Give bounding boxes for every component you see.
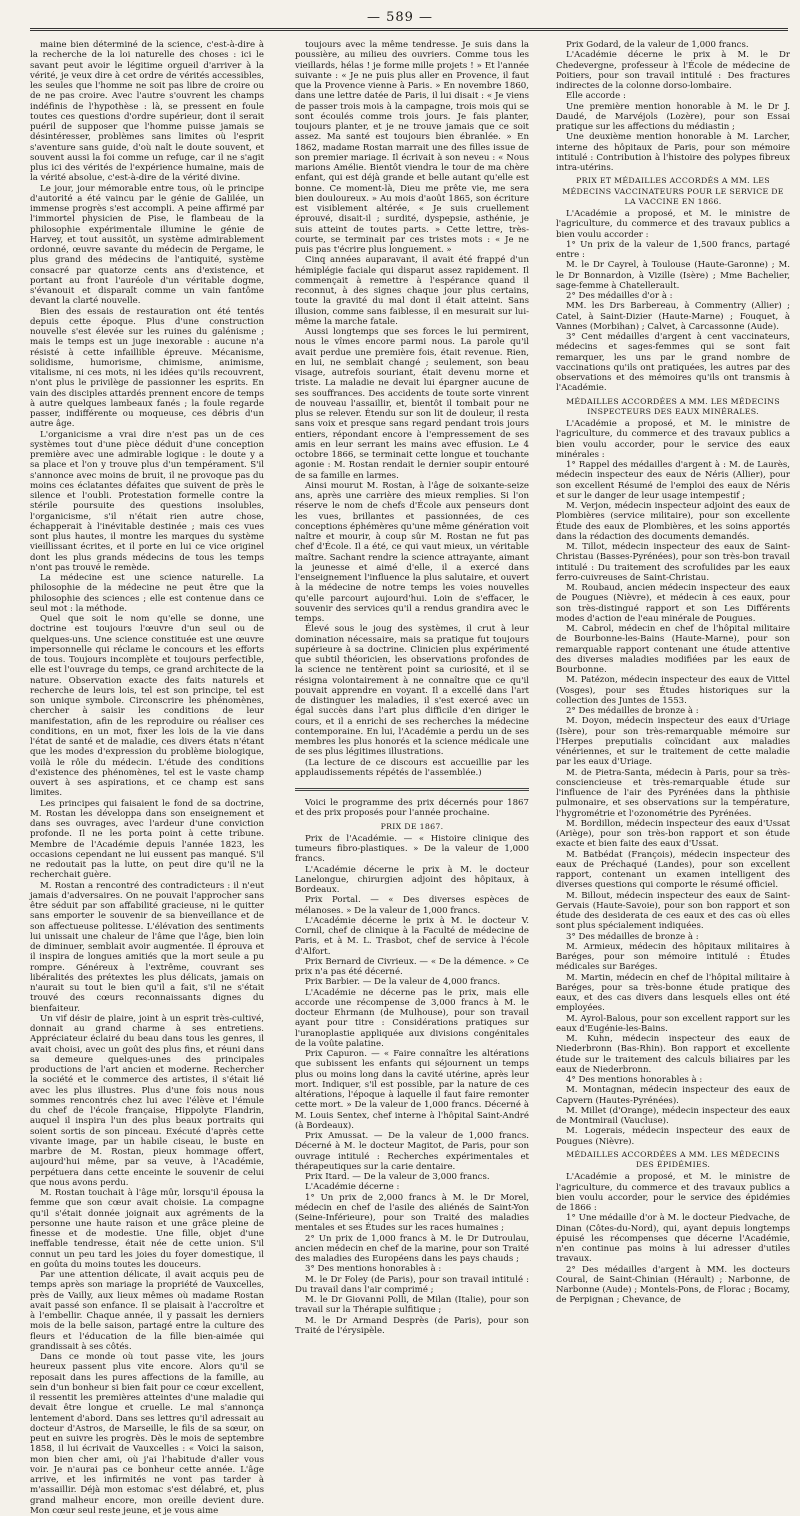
paragraph: M. Bordillon, médecin inspecteur des eaux d'Ussat (Ariège), pour son très-bon rapport et son étude exacte et bien faite des eaux d'Ussat. (556, 818, 790, 850)
paragraph: M. Martin, médecin en chef de l'hôpital militaire à Baréges, pour sa très-bonne étude pratique des eaux, et des cas divers dans lesquels elles ont été employées. (556, 972, 790, 1014)
paragraph: Une première mention honorable à M. le Dr J. Daudé, de Marvéjols (Lozère), pour son Essai pratique sur les affections du médiastin ; (556, 101, 790, 132)
paragraph: M. Billout, médecin inspecteur des eaux de Saint-Gervais (Haute-Savoie), pour son bon rapport et son étude des desiderata de ces eaux et des cas où elles sont plus spécialement indiquées. (556, 890, 790, 932)
paragraph: Prix Godard, de la valeur de 1,000 francs. (566, 40, 749, 50)
paragraph: Bien des essais de restauration ont été tentés depuis cette époque. Plus d'une construction nouvelle s'est élevée sur les ruines du galénisme ; mais le temps est un juge inexorable : aucune n'a résisté à cette infaillible épreuve. Mécanisme, solidisme, humorisme, chimisme, animisme, vitalisme, ni ces mots, ni les idées qu'ils recouvrent, n'ont plus le privilège de passionner les esprits. En vain des disciples attardés prennent encore de temps à autre quelques lambeaux fanés ; la foule regarde passer, indifférente ou moqueuse, ces débris d'un autre âge. (30, 306, 264, 430)
section-heading: MÉDAILLES ACCORDÉES A MM. LES MÉDECINS INSPECTEURS DES EAUX MINÉRALES. (566, 396, 780, 416)
paragraph: M. Tillot, médecin inspecteur des eaux de Saint-Christau (Basses-Pyrénées), pour son très-bon travail intitulé : Du traitement des scrofulides par les eaux ferro-cuivreuses de Saint-Christau. (556, 542, 790, 583)
paragraph: L'Académie a proposé, et M. le ministre de l'agriculture, du commerce et des travaux publics a bien voulu accorder : (556, 209, 790, 240)
paragraph: M. Roubaud, ancien médecin inspecteur des eaux de Pougues (Nièvre), et médecin à ces eaux, pour son très-distingué rapport et son Les Différents modes d'action de l'eau minérale de Pougues. (556, 583, 790, 624)
paragraph: Ainsi mourut M. Rostan, à l'âge de soixante-seize ans, après une carrière des mieux remplies. Si l'on réserve le nom de chefs d'École aux penseurs dont les vues, brillantes et passionnées, de ces conceptions éphémères qu'une même génération voit naître et mourir, à coup sûr M. Rostan ne fut pas chef d'École. Il a été, ce qui vaut mieux, un véritable maître. Sachant rendre la science attrayante, aimant la jeunesse et aimé d'elle, il a exercé dans l'enseignement l'influence la plus salutaire, et ouvert à la médecine de notre temps les voies nouvelles qu'elle parcourt aujourd'hui. Loin de s'effacer, le souvenir des services qu'il a rendus grandira avec le temps. (295, 480, 529, 624)
column-3 (556, 40, 790, 1306)
paragraph: M. Patézon, médecin inspecteur des eaux de Vittel (Vosges), pour ses Études historiques sur la collection des Juntes de 1553. (556, 675, 790, 706)
paragraph: L'organicisme a vrai dire n'est pas un de ces systèmes tout d'une pièce déduit d'une conception première avec une admirable logique : le doute y a sa place et l'on y trouve plus d'un tempérament. S'il s'annonce avec moins de bruit, il ne provoque pas du moins ces éclatantes défaites que suivent de près le silence et l'oubli. Protestation formelle contre la stérile poursuite des questions insolubles, l'organicisme, s'il n'était rien autre chose, échapperait à l'inévitable destinée ; mais ces vues sont plus hautes, il montre les marques du système vieillissant écrites, et il porte en lui ce vice originel dont les plus grands médecins de tous les temps n'ont pas trouvé le remède. (30, 429, 264, 573)
paragraph: 3° Des médailles de bronze à : (566, 931, 699, 942)
paragraph: M. Millet (d'Orange), médecin inspecteur des eaux de Montmirail (Vaucluse). (556, 1105, 790, 1126)
column-1 (30, 40, 264, 1516)
paragraph: 2° Des médailles de bronze à : (566, 706, 699, 716)
paragraph: Quel que soit le nom qu'elle se donne, une doctrine est toujours l'œuvre d'un seul ou de quelques-uns. Une science constituée est une œuvre impersonnelle qui réclame le concours et les efforts de tous. Toujours incomplète et toujours perfectible, elle est l'ouvrage du temps, ce grand architecte de la nature. Observation exacte des faits naturels et recherche de leurs lois, tel est son principe, tel est son unique symbole. Circonscrire les phénomènes, chercher à saisir les conditions de leur manifestation, afin de les reproduire ou réaliser ces conditions, en un mot, fixer les lois de la vie dans l'état de santé et de maladie, ces divers états n'étant que les modes d'expression du problème biologique, voilà le rôle du médecin. L'étude des conditions d'existence des phénomènes, tel est le vaste champ ouvert à ses aspirations, et ce champ est sans limites. (30, 614, 264, 799)
paragraph: M. Ayrol-Balous, pour son excellent rapport sur les eaux d'Eugénie-les-Bains. (556, 1013, 790, 1034)
paragraph: maine bien déterminé de la science, c'est-à-dire à la recherche de la loi naturelle des choses : ici le savant peut avoir le légitime orgueil d'arriver à la vérité, je veux dire à cet ordre de vérités accessibles, les seules que l'homme ne soit pas libre de croire ou de ne pas croire. Avec l'autre s'ouvrent les champs indéfinis de l'hypothèse : là, se pressent en foule toutes ces questions d'ordre supérieur, dont il serait puéril de supposer que l'homme puisse jamais se désintéresser, problèmes sans limites où l'esprit s'aventure sans guide, d'où naît le doute souvent, et souvent aussi la foi comme un refuge, car il ne s'agit plus ici des vérités de l'expérience humaine, mais de la vérité absolue, c'est-à-dire de la vérité divine. (30, 40, 264, 184)
column-2 (295, 40, 529, 1336)
paragraph: Le jour, jour mémorable entre tous, où le principe d'autorité a été vaincu par le génie de Galilée, un immense progrès s'est accompli. A peine affirmé par l'immortel physicien de Pise, le flambeau de la philosophie expérimentale illumine le génie de Harvey, et tout aussitôt, un système admirablement ordonné, œuvre savante du médecin de Pergame, le plus grand des médecins de l'antiquité, système consacré par quatorze cents ans d'existence, et portant au front l'auréole d'un véritable dogme, s'évanouit et disparaît comme un vain fantôme devant la clarté nouvelle. (30, 183, 264, 307)
paragraph: M. Rostan a rencontré des contradicteurs : il n'eut jamais d'adversaires. On ne pouvait l'approcher sans être séduit par son affabilité gracieuse, ni le quitter sans emporter le souvenir de sa bienveillance et de son affectueuse politesse. L'élévation des sentiments lui unissait une chaleur de l'âme que l'âge, bien loin de diminuer, semblait avoir augmentée. Il éprouva et il inspira de longues amitiés que la mort seule a pu rompre. Généreux à l'extrême, couvrant ses libéralités des prétextes les plus délicats, jamais on n'aurait su tout le bien qu'il a fait, s'il ne s'était trouvé des cœurs reconnaissants dignes du bienfaiteur. (30, 880, 264, 1014)
paragraph: L'Académie a proposé, et M. le ministre de l'agriculture, du commerce et des travaux publics a bien voulu accorder, pour le service des épidémies de 1866 : (556, 1172, 790, 1213)
paragraph: Prix Portal. — « Des diverses espèces de mélanoses. » De la valeur de 1,000 francs. (295, 895, 529, 916)
paragraph: M. Montagnan, médecin inspecteur des eaux de Capvern (Hautes-Pyrénées). (556, 1085, 790, 1106)
header-rule (30, 28, 788, 31)
paragraph: 3° Cent médailles d'argent à cent vaccinateurs, médecins et sages-femmes qui se sont fait remarquer, les uns par le grand nombre de vaccinations qu'ils ont pratiquées, les autres par des observations et des mémoires qu'ils ont transmis à l'Académie. (556, 332, 790, 394)
paragraph: Cinq années auparavant, il avait été frappé d'un hémiplégie faciale qui disparut assez rapidement. Il commençait à remettre à l'espérance quand il reconnut, à des signes chaque jour plus certains, toute la gravité du mal dont il était atteint. Sans illusion, comme sans faiblesse, il en mesurait sur lui-même la marche fatale. (295, 255, 529, 327)
paragraph: L'Académie a proposé, et M. le ministre de l'agriculture, du commerce et des travaux publics a bien voulu accorder, pour le service des eaux minérales : (556, 419, 790, 460)
paragraph: 2° Des médailles d'argent à MM. les docteurs Coural, de Saint-Chinian (Hérault) ; Narbonne, de Narbonne (Aude) ; Montels-Pons, de Florac ; Bocamy, de Perpignan ; Chevance, de (556, 1264, 790, 1306)
paragraph: Par une attention délicate, il avait acquis peu de temps après son mariage la propriété de Vauxcelles, près de Vailly, aux lieux mêmes où madame Rostan avait passé son enfance. Il se plaisait à l'accroître et à l'embellir. Chaque année, il y passait les derniers mois de la belle saison, partagé entre la culture des fleurs et l'éducation de la fille bien-aimée qui grandissait à ses côtés. (30, 1270, 264, 1352)
paragraph: Prix Capuron. — « Faire connaître les altérations que subissent les enfants qui séjournent un temps plus ou moins long dans la cavité utérine, après leur mort. Indiquer, s'il est possible, par la nature de ces altérations, l'époque à laquelle il faut faire remonter cette mort. » De la valeur de 1,000 francs. Décerné à M. Louis Sentex, chef interne à l'hôpital Saint-André (à Bordeaux). (295, 1049, 529, 1131)
paragraph: Prix de l'Académie. — « Histoire clinique des tumeurs fibro-plastiques. » De la valeur de 1,000 francs. (295, 833, 529, 865)
paragraph: Les principes qui faisaient le fond de sa doctrine, M. Rostan les développa dans son enseignement et dans ses ouvrages, avec l'ardeur d'une conviction profonde. Il ne les porta point à cette tribune. Membre de l'Académie depuis l'année 1823, les occasions cependant ne lui eussent pas manqué. S'il ne redoutait pas la lutte, on peut dire qu'il ne la recherchait guère. (30, 798, 264, 881)
paragraph: (La lecture de ce discours est accueillie par les applaudissements répétés de l'assemblée.) (295, 757, 529, 778)
paragraph: L'Académie décerne : (305, 1182, 400, 1193)
paragraph: M. de Pietra-Santa, médecin à Paris, pour sa très-consciencieuse et très-remarquable étude sur l'influence de l'air des Pyrénées dans la phthisie pulmonaire, et ses observations sur la température, l'hygrométrie et l'ozonométrie des Pyrénées. (556, 767, 790, 819)
section-divider (295, 788, 529, 791)
paragraph: Aussi longtemps que ses forces le lui permirent, nous le vîmes encore parmi nous. La parole qu'il avait perdue une première fois, était revenue. Rien, en lui, ne semblait changé ; seulement, son beau visage, autrefois souriant, était devenu morne et triste. La maladie ne devait lui épargner aucune de ses souffrances. Des accidents de toute sorte vinrent de nouveau l'assaillir, et, bientôt il tombait pour ne plus se relever. Étendu sur son lit de douleur, il resta sans voix et presque sans regard pendant trois jours entiers, répondant encore à l'empressement de ses amis en leur serrant les mains avec effusion. Le 4 octobre 1866, se terminait cette longue et touchante agonie : M. Rostan rendait le dernier soupir entouré de sa famille en larmes. (295, 327, 529, 481)
page-number: — 589 — (366, 10, 434, 25)
paragraph: 1° Rappel des médailles d'argent à : M. de Laurès, médecin inspecteur des eaux de Néris (Allier), pour son excellent Résumé de l'emploi des eaux de Néris et sur le danger de leur usage intempestif ; (556, 460, 790, 501)
paragraph: toujours avec la même tendresse. Je suis dans la poussière, au milieu des ouvriers. Comme tous les vieillards, hélas ! je forme mille projets ! » Et l'année suivante : « Je ne puis plus aller en Provence, il faut que la Provence vienne à Paris. » En novembre 1860, dans une lettre datée de Paris, il lui disait : « Je viens de passer trois mois à la campagne, trois mois qui se sont écoulés comme trois jours. Je fais planter, toujours planter, et je ne trouve jamais que ce soit assez. Ma santé est toujours bien ébranlée. » En 1862, madame Rostan marrait une des filles issue de son premier mariage. Il écrivait à son neveu : « Nous marions Amélie. Bientôt viendra le tour de ma chère enfant, qui est déjà grande et belle autant qu'elle est bonne. Ce moment-là, Dieu me prête vie, me sera bien douloureux. » Au mois d'août 1865, son écriture est visiblement altérée, « Je suis cruellement éprouvé, disait-il ; surdité, dyspepsie, asthénie, je suis atteint de toutes parts. » Cette lettre, très-courte, se terminait par ces tristes mots : « Je ne puis pas t'écrire plus longuement. » (295, 40, 529, 255)
paragraph: Élevé sous le joug des systèmes, il crut à leur domination nécessaire, mais sa pratique fut toujours supérieure à sa doctrine. Clinicien plus expérimenté que subtil théoricien, les observations profondes de la science ne tentèrent point sa curiosité, et il se résigna volontairement à ne connaître que ce qu'il pouvait apprendre en voyant. Il a excellé dans l'art de distinguer les maladies, il s'est exercé avec un égal succès dans l'art plus difficile d'en diriger le cours, et il a enrichi de ses recherches la médecine contemporaine. En lui, l'Académie a perdu un de ses membres les plus honorés et la science médicale une de ses plus légitimes illustrations. (295, 624, 529, 758)
paragraph: M. Cabrol, médecin en chef de l'hôpital militaire de Bourbonne-les-Bains (Haute-Marne), pour son remarquable rapport contenant une étude attentive des diverses maladies modifiées par les eaux de Bourbonne. (556, 624, 790, 675)
section-heading: PRIX DE 1867. (380, 821, 444, 831)
paragraph: M. Doyon, médecin inspecteur des eaux d'Uriage (Isère), pour son très-remarquable mémoire sur l'Herpes preputialis coïncidant aux maladies vénériennes, et sur le traitement de cette maladie par les eaux d'Uriage. (556, 716, 790, 768)
paragraph: L'Académie décerne le prix à M. le docteur V. Cornil, chef de clinique à la Faculté de médecine de Paris, et à M. L. Trasbot, chef de service à l'école d'Alfort. (295, 915, 529, 957)
paragraph: M. Batbédat (François), médecin inspecteur des eaux de Préchaqué (Landes), pour son excellent rapport, contenant un examen intelligent des diverses questions qui comporte le résumé officiel. (556, 849, 790, 891)
paragraph: 4° Des mentions honorables à : (566, 1075, 703, 1085)
paragraph: 3° Des mentions honorables à : (305, 1264, 442, 1275)
page-header (20, 10, 780, 30)
paragraph: M. le Dr Cayrel, à Toulouse (Haute-Garonne) ; M. le Dr Bonnardon, à Vizille (Isère) ; Mme Bachelier, sage-femme à Chatellerault. (556, 260, 790, 291)
paragraph: M. le Dr Armand Desprès (de Paris), pour son Traité de l'érysipèle. (295, 1315, 529, 1336)
paragraph: L'Académie ne décerne pas le prix, mais elle accorde une récompense de 3,000 francs à M. le docteur Ehrmann (de Mulhouse), pour son travail ayant pour titre : Considérations pratiques sur l'uranoplastie appliquée aux divisions congénitales de la voûte palatine. (295, 987, 529, 1049)
paragraph: L'Académie décerne le prix à M. le Dr Chedevergne, professeur à l'École de médecine de Poitiers, pour son travail intitulé : Des fractures indirectes de la colonne dorso-lombaire. (556, 50, 790, 91)
paragraph: Voici le programme des prix décernés pour 1867 et des prix proposés pour l'année prochaine. (295, 798, 529, 819)
paragraph: 2° Un prix de 1,000 francs à M. le Dr Dutroulau, ancien médecin en chef de la marine, pour son Traité des maladies des Européens dans les pays chauds ; (295, 1233, 529, 1264)
paragraph: 1° Un prix de la valeur de 1,500 francs, partagé entre : (556, 239, 790, 260)
paragraph: M. le Dr Foley (de Paris), pour son travail intitulé : Du travail dans l'air comprimé ; (295, 1274, 529, 1295)
paragraph: Prix Bernard de Civrieux. — « De la démence. » Ce prix n'a pas été décerné. (295, 956, 529, 977)
paragraph: M. Kuhn, médecin inspecteur des eaux de Niederbronn (Bas-Rhin). Bon rapport et excellente étude sur le traitement des calculs biliaires par les eaux de Niederbronn. (556, 1034, 790, 1075)
paragraph: MM. les Drs Barbereau, à Commentry (Allier) ; Catel, à Saint-Dizier (Haute-Marne) ; Fouquet, à Vannes (Morbihan) ; Calvet, à Carcassonne (Aude). (556, 301, 790, 332)
paragraph: Prix Barbier. — De la valeur de 4,000 francs. (305, 977, 501, 988)
paragraph: 1° Un prix de 2,000 francs à M. le Dr Morel, médecin en chef de l'asile des aliénés de Saint-Yon (Seine-Inférieure), pour son Traité des maladies mentales et ses Études sur les races humaines ; (295, 1192, 529, 1234)
paragraph: Dans ce monde où tout passe vite, les jours heureux passent plus vite encore. Alors qu'il se reposait dans les pures affections de la famille, au sein d'un bonheur si bien fait pour ce cœur excellent, il ressentit les premières atteintes d'une maladie qui devait être longue et cruelle. Le mal s'annonça lentement d'abord. Dans ses lettres qu'il adressait au docteur d'Astros, de Marseille, le fils de sa sœur, on peut en suivre les progrès. Dès le mois de septembre 1858, il lui écrivait de Vauxcelles : « Voici la saison, mon bien cher ami, où j'ai l'habitude d'aller vous voir. Je n'aurai pas ce bonheur cette année. L'âge arrive, et les infirmités ne vont pas tarder à m'assaillir. Déjà mon estomac s'est délabré, et, plus grand malheur encore, mon oreille devient dure. Mon cœur seul reste jeune, et je vous aime (30, 1352, 264, 1516)
paragraph: M. le Dr Giovanni Polli, de Milan (Italie), pour son travail sur la Thérapie sulfitique ; (295, 1295, 529, 1316)
paragraph: M. Rostan touchait à l'âge mûr, lorsqu'il épousa la femme que son cœur avait choisie. La compagne qu'il s'était donnée joignait aux agréments de la personne une haute raison et une grâce pleine de finesse et de modestie. Une fille, objet d'une ineffable tendresse, était née de cette union. S'il connut un peu tard les joies du foyer domestique, il en goûta du moins toutes les douceurs. (30, 1188, 264, 1270)
paragraph: 1° Une médaille d'or à M. le docteur Piedvache, de Dinan (Côtes-du-Nord), qui, ayant depuis longtemps épuisé les récompenses que décerne l'Académie, n'en continue pas moins à lui adresser d'utiles travaux. (556, 1213, 790, 1265)
paragraph: Une deuxième mention honorable à M. Larcher, interne des hôpitaux de Paris, pour son mémoire intitulé : Contribution à l'histoire des polypes fibreux intra-utérins. (556, 132, 790, 173)
paragraph: L'Académie décerne le prix à M. le docteur Lanelongue, chirurgien adjoint des hôpitaux, à Bordeaux. (295, 864, 529, 895)
paragraph: M. Logerais, médecin inspecteur des eaux de Pougues (Nièvre). (556, 1126, 790, 1147)
paragraph: M. Verjon, médecin inspecteur adjoint des eaux de Plombières (service militaire), pour son excellente Étude des eaux de Plombières, et les soins apportés dans la rédaction des documents demandés. (556, 501, 790, 542)
section-heading: MÉDAILLES ACCORDÉES A MM. LES MÉDECINS DES ÉPIDÉMIES. (566, 1149, 780, 1169)
paragraph: Prix Itard. — De la valeur de 3,000 francs. (305, 1172, 490, 1182)
paragraph: La médecine est une science naturelle. La philosophie de la médecine ne peut être que la philosophie des sciences ; elle est contenue dans ce seul mot : la méthode. (30, 573, 264, 614)
section-heading: PRIX ET MÉDAILLES ACCORDÉS A MM. LES MÉDECINS VACCINATEURS POUR LE SERVICE DE LA VACCINE EN 1866. (562, 176, 784, 206)
paragraph: Un vif désir de plaire, joint à un esprit très-cultivé, donnait au grand charme à ses entretiens. Appréciateur éclairé du beau dans tous les genres, il avait choisi, avec un goût des plus fins, et réuni dans sa demeure quelques-unes des principales productions de l'art ancien et moderne. Rechercher la société et le commerce des artistes, il s'était lié avec les plus illustres. Plus d'une fois nous nous sommes rencontrés chez lui avec l'élève et l'émule du chef de l'école française, Hippolyte Flandrin, auquel il inspira l'un des plus beaux portraits qui soient sortis de son pinceau. Exécuté d'après cette vivante image, par un habile ciseau, le buste en marbre de M. Rostan, pieux hommage offert, aujourd'hui même, par sa veuve, à l'Académie, perpétuera dans cette enceinte le souvenir de celui que nous avons perdu. (30, 1013, 264, 1188)
paragraph: Prix Amussat. — De la valeur de 1,000 francs. Décerné à M. le docteur Magitot, de Paris, pour son ouvrage intitulé : Recherches expérimentales et thérapeutiques sur la carie dentaire. (295, 1131, 529, 1172)
paragraph: Elle accorde : (566, 91, 626, 102)
paragraph: 2° Des médailles d'or à : (566, 291, 673, 301)
paragraph: M. Armieux, médecin des hôpitaux militaires à Baréges, pour son mémoire intitulé : Études médicales sur Baréges. (556, 941, 790, 973)
